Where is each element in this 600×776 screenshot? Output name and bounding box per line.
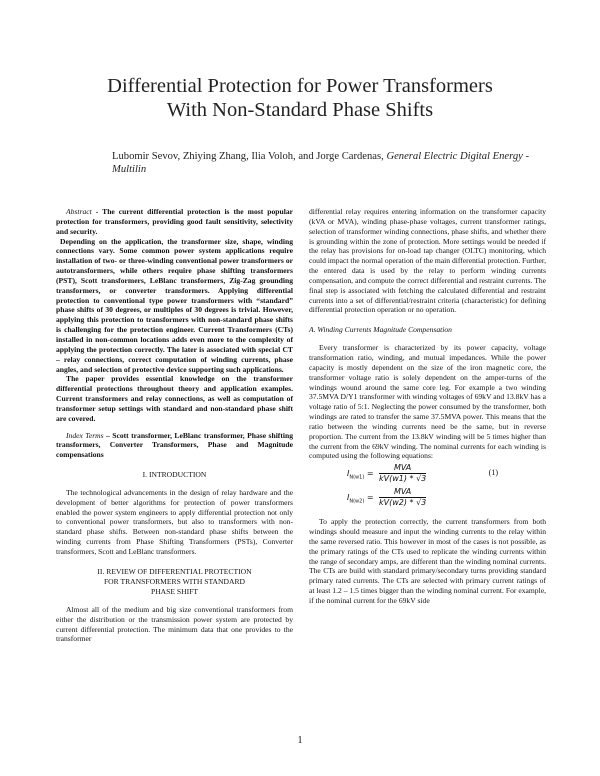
equation-number: (1) bbox=[488, 468, 498, 478]
subsection-a-heading: A. Winding Currents Magnitude Compensation bbox=[309, 325, 452, 335]
abstract-paragraph-3: The paper provides essential knowledge on the transformer differential protections throughout theory and application examples. Current transformers and relay connections, as well as computation of transformer setup settings with standard and non-standard phase shift are covered. bbox=[56, 374, 293, 423]
left-column bbox=[56, 207, 293, 644]
equations-block bbox=[309, 463, 546, 511]
page-number: 1 bbox=[297, 735, 303, 746]
abstract-paragraph-2: Depending on the application, the transformer size, shape, winding connections vary. Some common power system applications require installation of two- or three-winding conventional power transformers or autotransformers, while others require phase shifting transformers (PST), Scott transformers, LeBlanc transformers, Zig-Zag grounding transformers, or converter transformers. Applying differential protection to conventional type power transformers with “standard” phase shifts of 30 degrees, or multiples of 30 degrees is trivial. However, applying this protection to transformers with non-standard phase shifts is challenging for the protection engineer. Current Transformers (CTs) installed in non-common locations adds even more to the complexity of applying the protection correctly. The later is associated with special CT – relay connections, correct computation of winding currents, phase angles, and selection of protective device supporting such applications. bbox=[56, 236, 293, 374]
eq1-fraction: MVA kV(w1) * √3 bbox=[379, 463, 427, 484]
author-names: Lubomir Sevov, Zhiying Zhang, Ilia Voloh, and Jorge Cardenas, bbox=[112, 151, 384, 162]
section-1-heading: I. INTRODUCTION bbox=[142, 470, 207, 480]
eq1-lhs: $I_{N(w1)}$ = bbox=[347, 469, 374, 481]
index-terms: Index Terms – Scott transformer, LeBlanc transformer, Phase shifting transformers, Converter Transformers, Phase and Magnitude compensations bbox=[56, 430, 293, 460]
section-2-heading: II. REVIEW OF DIFFERENTIAL PROTECTION FOR TRANSFORMERS WITH STANDARD PHASE SHIFT bbox=[97, 566, 252, 596]
section-1-text: The technological advancements in the design of relay hardware and the development of better algorithms for protection of power transformers enabled the power system engineers to apply differential protection not only to conventional power transformers, but also to transformers with non-standard phase shifts. Between non-standard phase shifts between the winding currents from Phase Shifting Transformers (PSTs), Converter transformers, Scott and LeBlanc transformers. bbox=[56, 487, 293, 556]
paper-title bbox=[40, 74, 560, 122]
title-line-1: Differential Protection for Power Transformers bbox=[107, 75, 493, 97]
eq2-fraction: MVA kV(w2) * √3 bbox=[379, 487, 427, 508]
affiliation: General Electric Digital Energy - Multilin bbox=[112, 151, 530, 175]
abstract-label: Abstract bbox=[66, 207, 92, 216]
section-2-text: Almost all of the medium and big size conventional transformers from either the distribution or the transmission power system are protected by current differential protection. The minimum data that one provides to the transformer bbox=[56, 604, 293, 644]
right-column bbox=[309, 207, 546, 606]
eq2-lhs: $I_{N(w2)}$ = bbox=[347, 493, 374, 505]
right-paragraph-1: differential relay requires entering information on the transformer capacity (kVA or MVA), winding phase-phase voltages, current transformer ratings, selection of transformer winding connections, phase shifts, and whether there is grounding within the zone of protection. More settings would be needed if the relay has provisions for on-load tap changer (OLTC) monitoring, which could impact the normal operation of the main differential protection. Further, the entered data is used by the relay to perform winding currents compensation, and compute the correct differential and restraint currents. The final step is associated with fetching the calculated differential and restraint currents into a set of differential/restraint criteria (characteristic) for defining differential protection operation or no operation. bbox=[309, 207, 546, 315]
right-paragraph-2: Every transformer is characterized by its power capacity, voltage transformation ratio, winding, and mutual impedances. While the power capacity is mostly dependent on the size of the iron magnetic core, the transformer voltage ratio is solely dependent on the amper-turns of the windings wound around the same core leg. For example a two winding 37.5MVA D/Y1 transformer with winding voltages of 69kV and 13.8kV has a voltage ratio of 5:1. Neglecting the power consumed by the transformer, both windings are rated to transfer the same 37.5MVA power. This means that the ratio between the winding currents need be the same, but in reverse proportion. The current from the 13.8kV winding will be 5 times higher than the current from the 69kV winding. The nominal currents for each winding is computed using the following equations: bbox=[309, 343, 546, 461]
index-terms-label: Index Terms bbox=[66, 430, 104, 440]
right-paragraph-3: To apply the protection correctly, the current transformers from both windings should measure and input the winding currents to the relay within the same reversed ratio. This however in most of the cases is not possible, as the primary ratings of the CTs used to replicate the winding currents within the range of secondary amps, are different than the winding nominal currents. The CTs are build with standard primary/secondary turns providing standard primary rated currents. The CTs are selected with primary current ratings of at least 1.2 – 1.5 times bigger than the winding nominal current. For example, if the nominal current for the 69kV side bbox=[309, 517, 546, 605]
authors-block bbox=[112, 150, 532, 176]
title-line-2: With Non-Standard Phase Shifts bbox=[166, 99, 434, 121]
abstract-paragraph-1: Abstract - The current differential protection is the most popular protection for transformers, providing good fault sensitivity, selectivity and security. bbox=[56, 207, 293, 236]
